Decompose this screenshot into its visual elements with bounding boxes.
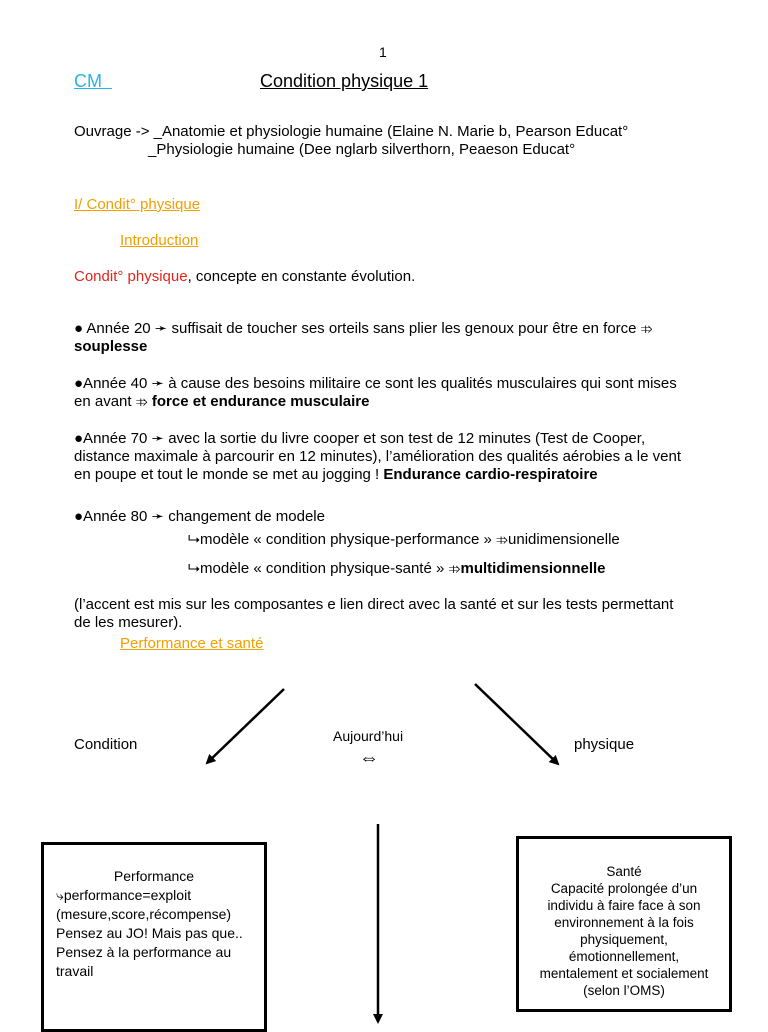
- introduction-heading: Introduction: [120, 232, 199, 249]
- model-performance-line: ⮡modèle « condition physique-performance » ⤃unidimensionelle: [188, 531, 620, 548]
- intro-rest: , concepte en constante évolution.: [187, 268, 416, 285]
- ouvrage-line-1: Ouvrage -> _Anatomie et physiologie humaine (Elaine N. Marie b, Pearson Educat°: [74, 123, 629, 140]
- annee-80-line: ●Année 80 ➛ changement de modele: [74, 508, 325, 525]
- arrow-right: [475, 684, 558, 764]
- arrow-left: [207, 689, 284, 763]
- performance-box-title: Performance: [113, 868, 195, 884]
- model-sante-prefix: ⮡modèle « condition physique-santé » ⤃: [188, 560, 461, 577]
- diagram-right-label: physique: [574, 736, 635, 753]
- performance-box-line-2: (mesure,score,récompense): [56, 906, 232, 922]
- diagram-center-label: Aujourd’hui: [333, 728, 404, 744]
- sante-box-title: Santé: [606, 864, 642, 879]
- performance-box-line-4: Pensez à la performance au travail: [56, 944, 232, 979]
- performance-box-line-1: ⤷performance=exploit: [56, 887, 192, 903]
- performance-box-line-3: Pensez au JO! Mais pas que..: [56, 925, 243, 941]
- annee-20-bold: souplesse: [74, 338, 148, 355]
- annee-70-text: ●Année 70 ➛ avec la sortie du livre cooper et son test de 12 minutes (Test de Cooper, distance maximale à parcourir en 12 minutes), l’amélioration des qualités aérobies a le vent en poupe et tout le monde se met au jogging !: [74, 430, 681, 483]
- diagram-left-label: Condition: [74, 736, 138, 753]
- diagram-center-symbol: ⇔: [359, 747, 379, 769]
- section-heading: I/ Condit° physique: [74, 196, 201, 213]
- annee-20-text: ● Année 20 ➛ suffisait de toucher ses orteils sans plier les genoux pour être en force ⤃: [74, 320, 653, 337]
- sante-box-text: Capacité prolongée d’un individu à faire face à son environnement à la fois physiquement, émotionnellement, mentalement et socialement (selon l’OMS): [539, 881, 709, 998]
- annee-40-bold: force et endurance musculaire: [151, 393, 370, 410]
- annee-70-bold: Endurance cardio-respiratoire: [383, 466, 598, 483]
- perf-sante-heading: Performance et santé: [120, 635, 264, 652]
- page-title: Condition physique 1: [260, 71, 429, 91]
- cm-text: CM: [74, 71, 102, 91]
- annee-40-text: ●Année 40 ➛ à cause des besoins militaire ce sont les qualités musculaires qui sont mises en avant ⤃: [74, 375, 677, 410]
- intro-term: Condit° physique: [74, 268, 188, 285]
- page-number: 1: [379, 44, 387, 60]
- model-sante-bold: multidimensionnelle: [460, 560, 606, 577]
- sante-box: [516, 836, 732, 1012]
- ouvrage-line-2: _Physiologie humaine (Dee nglarb silverthorn, Peaeson Educat°: [148, 141, 576, 158]
- performance-box: [41, 842, 267, 1032]
- accent-note: (l’accent est mis sur les composantes e lien direct avec la santé et sur les tests permettant de les mesurer).: [74, 596, 674, 631]
